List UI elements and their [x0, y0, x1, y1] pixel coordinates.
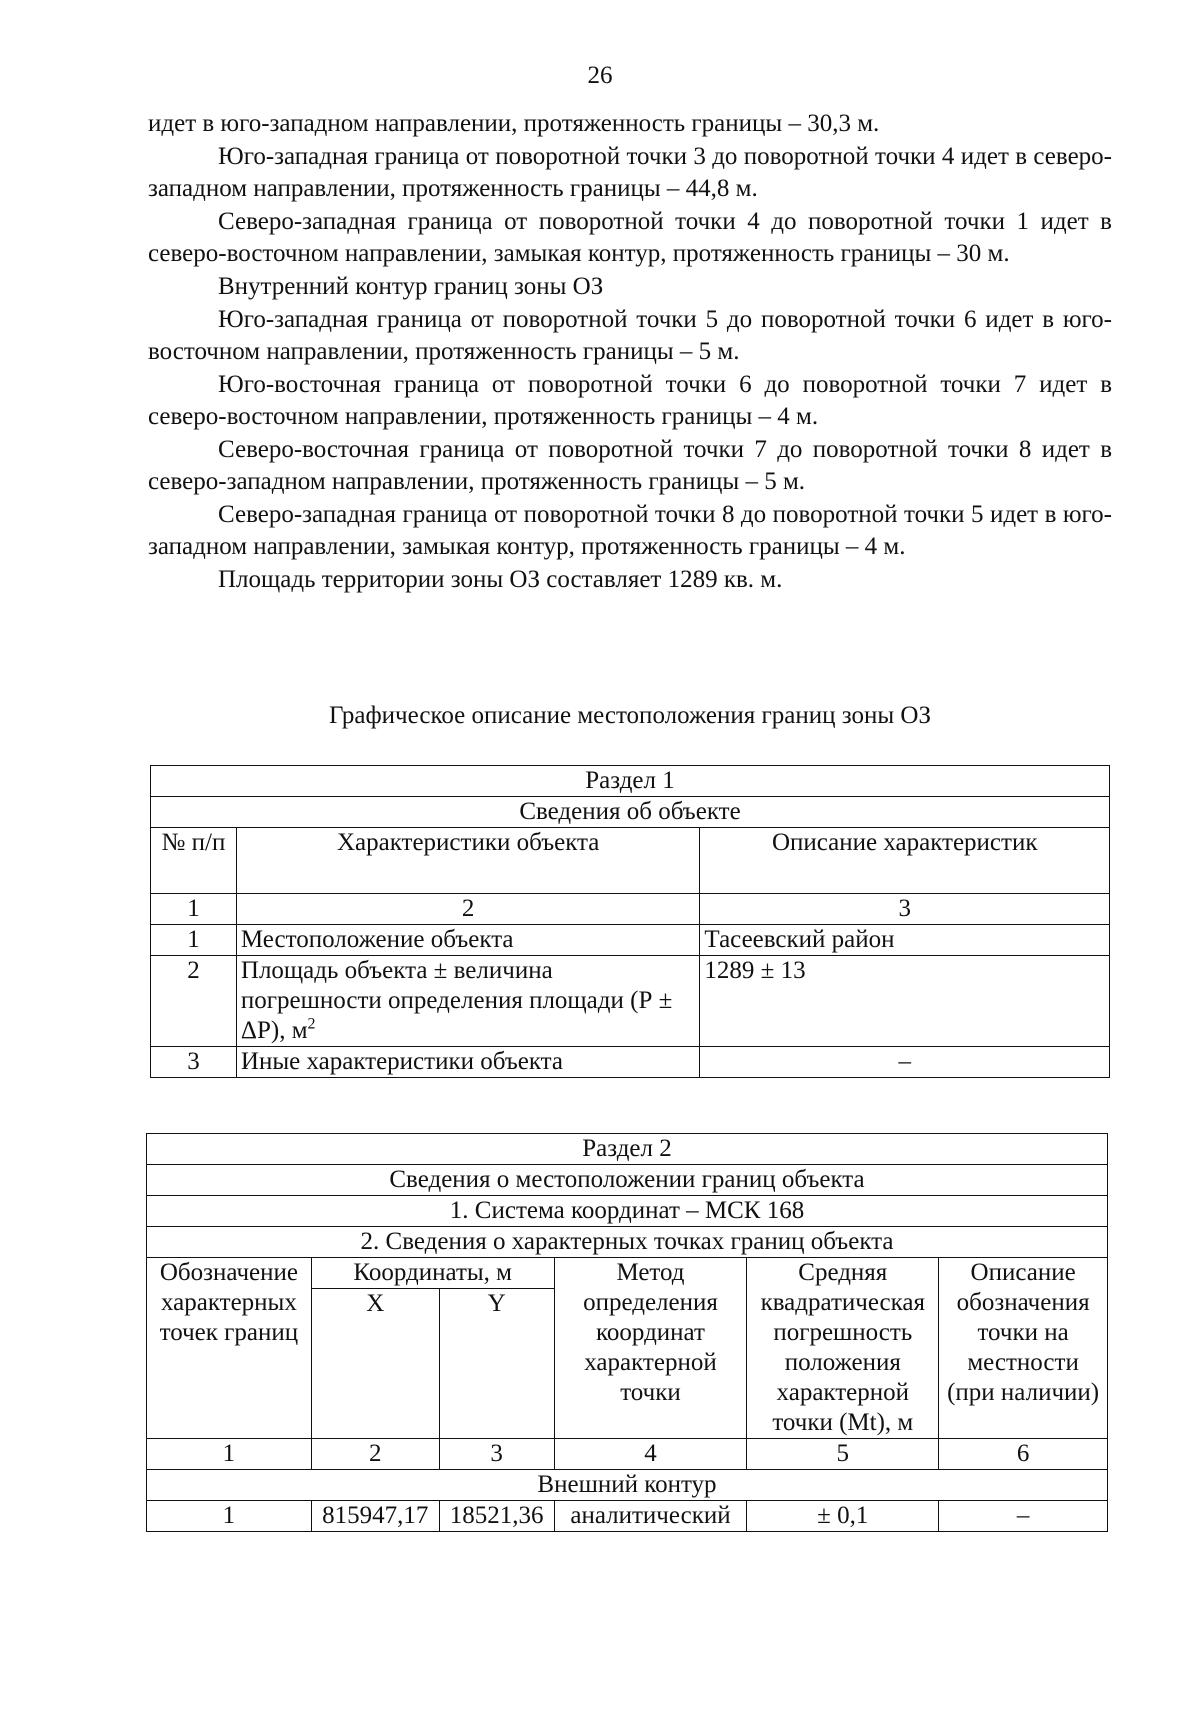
column-number: 4	[554, 1439, 747, 1470]
paragraph: Юго-восточная граница от поворотной точки 6 до поворотной точки 7 идет в северо-восточном направлении, протяженность границы – 4 м.	[148, 371, 1112, 430]
table-row	[147, 1501, 1108, 1532]
coordinate-system: 1. Система координат – МСК 168	[147, 1196, 1108, 1227]
row-value: Тасеевский район	[700, 925, 1110, 956]
point-method: аналитический	[554, 1501, 747, 1532]
header-y: Y	[439, 1289, 554, 1439]
row-name	[236, 956, 700, 1047]
paragraph: Юго-западная граница от поворотной точки 5 до поворотной точки 6 идет в юго-восточном направлении, протяженность границы – 5 м.	[148, 306, 1112, 365]
section1-subtitle: Сведения об объекте	[151, 797, 1110, 828]
header-designation: Обозначение характерных точек границ	[147, 1258, 312, 1439]
column-number: 6	[939, 1439, 1108, 1470]
point-y: 18521,36	[439, 1501, 554, 1532]
column-number: 1	[151, 894, 237, 925]
table-caption: Графическое описание местоположения границ зоны ОЗ	[329, 702, 931, 729]
row-value: 1289 ± 13	[700, 956, 1110, 1047]
paragraph: Северо-западная граница от поворотной точки 4 до поворотной точки 1 идет в северо-восточном направлении, замыкая контур, протяженность границы – 30 м.	[148, 208, 1112, 267]
row-value: –	[700, 1047, 1110, 1078]
column-number: 2	[311, 1439, 439, 1470]
row-number: 3	[151, 1047, 237, 1078]
page-number: 26	[587, 62, 613, 89]
body-text	[148, 108, 1112, 597]
header-point-description: Описание обозначения точки на местности (при наличии)	[939, 1258, 1108, 1439]
section2-subtitle: Сведения о местоположении границ объекта	[147, 1165, 1108, 1196]
outer-contour-label: Внешний контур	[147, 1470, 1108, 1501]
header-number: № п/п	[151, 828, 237, 894]
point-description: –	[939, 1501, 1108, 1532]
point-error: ± 0,1	[747, 1501, 939, 1532]
row-number: 1	[151, 925, 237, 956]
paragraph: Северо-восточная граница от поворотной точки 7 до поворотной точки 8 идет в северо-западном направлении, протяженность границы – 5 м.	[148, 436, 1112, 495]
row-number: 2	[151, 956, 237, 1047]
header-description: Описание характеристик	[700, 828, 1110, 894]
section1-title: Раздел 1	[151, 766, 1110, 797]
point-x: 815947,17	[311, 1501, 439, 1532]
section1-table	[150, 765, 1110, 1078]
column-number: 2	[236, 894, 700, 925]
points-title: 2. Сведения о характерных точках границ объекта	[147, 1227, 1108, 1258]
point-id: 1	[147, 1501, 312, 1532]
row-name: Местоположение объекта	[236, 925, 700, 956]
header-error: Средняя квадратическая погрешность положения характерной точки (Mt), м	[747, 1258, 939, 1439]
table-row	[151, 1047, 1110, 1078]
table-row	[151, 956, 1110, 1047]
header-method: Метод определения координат характерной точки	[554, 1258, 747, 1439]
section2-table	[146, 1133, 1108, 1532]
table-row	[151, 925, 1110, 956]
column-number: 3	[439, 1439, 554, 1470]
header-coordinates: Координаты, м	[311, 1258, 554, 1289]
area-paragraph: Площадь территории зоны ОЗ составляет 1289 кв. м.	[218, 566, 783, 593]
column-number: 1	[147, 1439, 312, 1470]
column-number: 5	[747, 1439, 939, 1470]
inner-contour-heading: Внутренний контур границ зоны ОЗ	[218, 273, 604, 300]
paragraph: Северо-западная граница от поворотной точки 8 до поворотной точки 5 идет в юго-западном направлении, замыкая контур, протяженность границы – 4 м.	[148, 501, 1112, 560]
row-name: Иные характеристики объекта	[236, 1047, 700, 1078]
section2-title: Раздел 2	[147, 1134, 1108, 1165]
header-x: X	[311, 1289, 439, 1439]
area-unit-superscript: 2	[307, 1015, 316, 1033]
header-characteristics: Характеристики объекта	[236, 828, 700, 894]
paragraph: Юго-западная граница от поворотной точки 3 до поворотной точки 4 идет в северо-западном направлении, протяженность границы – 44,8 м.	[148, 143, 1112, 202]
column-number: 3	[700, 894, 1110, 925]
area-label: Площадь объекта ± величина погрешности определения площади (Р ± ΔР), м	[240, 957, 673, 1044]
paragraph: идет в юго-западном направлении, протяженность границы – 30,3 м.	[148, 110, 880, 137]
